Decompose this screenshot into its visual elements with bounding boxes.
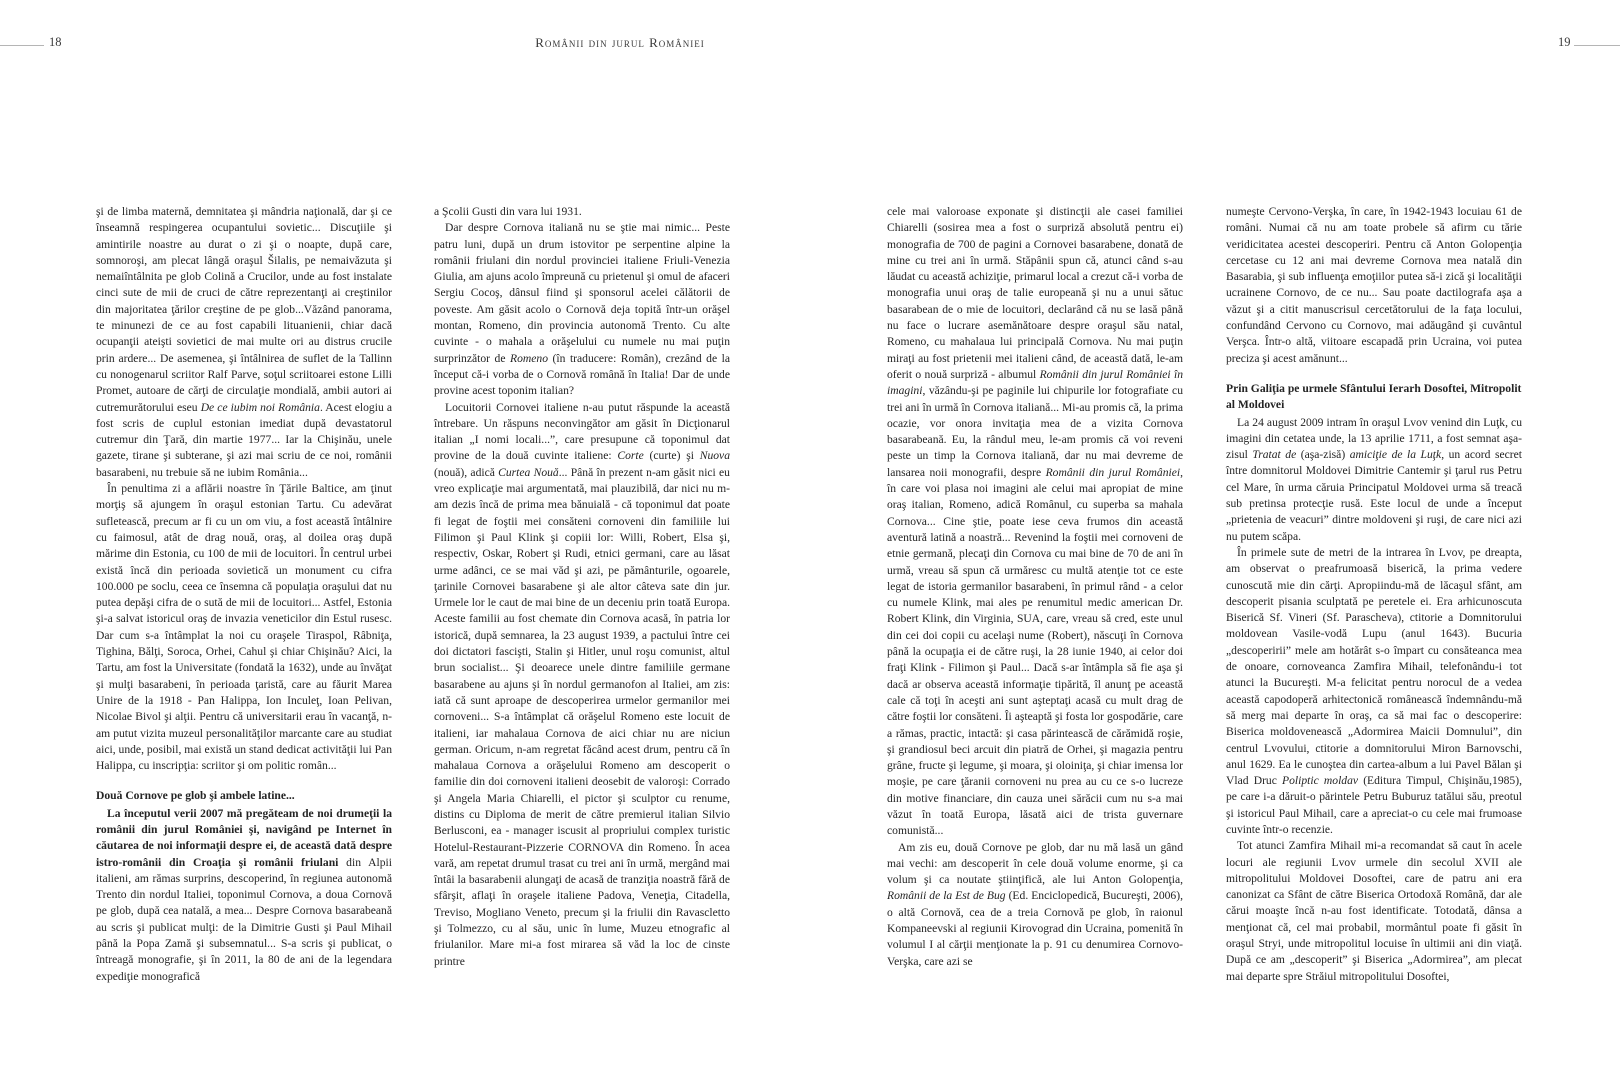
running-title: Românii din jurul României — [535, 35, 705, 50]
header-rule-right — [1574, 45, 1620, 46]
text-column-2 — [434, 204, 730, 970]
paragraph: a Şcolii Gusti din vara lui 1931. — [434, 205, 582, 218]
paragraph: Locuitorii Cornovei italiene n-au putut răspunde la această întrebare. Un răspuns neconvingător am găsit în Dicţionarul italian „I nomi locali...”, care presupune că toponimul dat provine de la două cuvinte italiene: Corte (curte) şi Nuova (nouă), adică Curtea Nouă... Până în prezent n-am găsit nici eu vreo explicaţie mai argumentată, mai plauzibilă, dar nici nu m-am dezis încă de prima mea bănuială - că toponimul dat poate fi legat de foştii mei consăteni cornoveni din familiile lui Filimon şi Paul Klink şi copiii lor: Willi, Robert, Elsa şi, respectiv, Oskar, Robert şi Rudi, etnici germani, care au lăsat urme adânci, ce se mai văd şi azi, pe pământurile, ogoarele, ţarinile Cornovei basarabene şi ale altor câteva sate din jur. Urmele lor le caut de mai bine de un deceniu prin toată Europa. Aceste familii au fost chemate din Cornova acasă, în patria lor istorică, după semnarea, la 23 august 1939, a pactului între cei doi dictatori fascişti, Stalin şi Hitler, unul roşu comunist, altul brun socialist... Şi deoarece unele dintre familiile germane basarabene au ajuns şi în nordul germanofon al Italiei, am zis: iată că sunt aproape de descoperirea urmelor germanilor mei cornoveni... S-a întâmplat că orăşelul Romeno este locuit de italieni, iar mahalaua Cornova de aici chiar nu are niciun german. Oricum, n-am regretat făcând acest drum, pentru că în mahalaua Cornova a orăşelului Romeno am descoperit o familie din doi cornoveni italieni deosebit de valoroşi: Corrado şi Angela Maria Chiarelli, el pictor şi sculptor cu renume, distins cu Diploma de merit de către premierul italian Silvio Berlusconi, ea - manager iscusit al propriului complex turistic Hotelul-Restaurant-Pizzerie CORNOVA din Romeno. În acea vară, am repetat drumul trasat cu trei ani în urmă, mergând mai întâi la basarabenii alungaţi de acasă de tranziţia noastră fără de sfârşit, aflaţi în oraşele italiene Padova, Veneţia, Citadella, Treviso, Mogliano Veneto, precum şi la friulii din Ravascletto şi Tolmezzo, cu al său, unic în lume, Muzeu etnografic al friulanilor. Mare mi-a fost mirarea să văd la loc de cinste printre — [434, 400, 730, 968]
paragraph: Tot atunci Zamfira Mihail mi-a recomandat să caut în acele locuri ale regiunii Lvov urmele din secolul XVII ale mitropolitului Moldovei Dosoftei, care de patru ani era canonizat ca Sfânt de către Biserica Ortodoxă Română, dar ale cărui moaşte încă n-au fost identificate. Totodată, dânsa a menţionat că, cel mai probabil, mormântul poate fi găsit în oraşul Stryi, unde mitropolitul locuise în ultimii ani din viaţă. După ce am „descoperit” şi Biserica „Adormirea”, am plecat mai departe spre Străiul mitropolitului Dosoftei, — [1226, 839, 1522, 983]
header-rule-left — [0, 45, 44, 46]
paragraph: La 24 august 2009 intram în oraşul Lvov venind din Luţk, cu imagini din cetatea unde, la 13 aprilie 1711, a fost semnat aşa-zisul Tratat de (aşa-zisă) amiciţie de la Luţk, un acord secret între domnitorul Moldovei Dimitrie Cantemir şi ţarul rus Petru cel Mare, în urma căruia Principatul Moldovei urma să treacă sub pretinsa protecţie rusă. Este locul de unde a început „prietenia de veacuri” dintre moldoveni şi ruşi, de care nici azi nu putem scăpa. — [1226, 415, 1523, 543]
paragraph: În primele sute de metri de la intrarea în Lvov, pe dreapta, am observat o preafrumoasă biserică, la prima vedere cunoscută mie din cărţi. Apropiindu-mă de lăcaşul sfânt, am descoperit pisania sculptată pe peretele ei. Era arhicunoscuta Biserică Sf. Vineri (Sf. Parascheva), ctitorie a Domnitorului moldovean Vasile-vodă Lupu (anul 1643). Bucuria „descoperirii” mele am hotărât s-o împart cu consăteanca mea de onoare, cornoveanca Zamfira Mihail, telefonându-i tot atunci la Bucureşti. M-a felicitat pentru norocul de a vedea această capodoperă arhitectonică românească îndemnându-mă să merg mai departe în oraş, ca să mai fac o descoperire: Biserica moldovenească „Adormirea Maicii Domnului”, din centrul Lvovului, ctitorie a domnitorului Miron Barnovschi, anul 1629. Ea le cunoştea din cartea-album a lui Pavel Bălan şi Vlad Druc Poliptic moldav (Editura Timpul, Chişinău,1985), pe care i-a dăruit-o părintele Petru Buburuz tatălui său, preotul şi istoricul Paul Mihail, care a apreciat-o cu cele mai frumoase cuvinte într-o recenzie. — [1226, 545, 1522, 836]
right-page-number: 19 — [1558, 35, 1571, 49]
section-heading: Două Cornove pe glob şi ambele latine... — [96, 789, 295, 803]
text-column-4 — [1226, 204, 1522, 985]
paragraph: Am zis eu, două Cornove pe glob, dar nu mă lasă un gând mai vechi: am descoperit în cele două volume enorme, şi ca volum şi ca noutate ştiinţifică, ale lui Anton Golopenţia, Românii de la Est de Bug (Ed. Enciclopedică, Bucureşti, 2006), o altă Cornovă, cea de a treia Cornovă pe glob, în raionul Kompaneevski al regiunii Kirovograd din Ucraina, pomenită în volumul I al cărţii menţionate la p. 91 cu denumirea Cornovo-Verşka, care azi se — [887, 840, 1183, 968]
left-page-number: 18 — [49, 35, 62, 49]
text-column-3 — [887, 204, 1183, 970]
paragraph: şi de limba maternă, demnitatea şi mândria naţională, dar şi ce înseamnă respingerea ocupantului sovietic... Discuţiile şi amintirile noastre au durat o zi şi o noapte, după care, somnoroşi, am plecat lângă oraşul Šilalis, pe nemaivăzuta şi nemaiîntâlnita pe glob Colină a Crucilor, unde au fost instalate cinci sute de mii de cruci de către reprezentanţi ai creştinilor din majoritatea ţărilor creştine de pe glob...Văzând panorama, te minunezi de ce au fost capabili lituanienii, chiar dacă ocupanţii ateişti sovietici de mai multe ori au distrus crucile prin ardere... De asemenea, şi întâlnirea de suflet de la Tallinn cu nonogenarul scriitor Ralf Parve, soţul scriitoarei estone Lilli Promet, autoare de cărţi de circulaţie mondială, ambii autori ai cutremurătorului eseu De ce iubim noi România. Acest elogiu a fost scris de cuplul estonian imediat după devastatorul cutremur din Ţară, din martie 1977... Iar la Chişinău, unele gazete, tirane şi subterane, şi azi mai scriu de ce noi, românii basarabeni, nu trebuie să ne iubim România... — [96, 205, 392, 479]
paragraph: Dar despre Cornova italiană nu se ştie mai nimic... Peste patru luni, după un drum istovitor pe serpentine alpine la românii friulani din nordul provinciei italiene Friuli-Venezia Giulia, am ajuns acolo împreună cu prietenul şi omul de afaceri Sergiu Cocoş, dânsul fiind şi sponsorul acelei călătorii de poveste. Am găsit acolo o Cornovă deja topită într-un orăşel montan, Romeno, din provincia autonomă Trento. Cu alte cuvinte - o mahala a orăşelului cu numele nu mai puţin surprinzător de Romeno (în traducere: Român), crezând de la început că-i vorba de o Cornovă română în Italia! Dar de unde provine acest toponim italian? — [434, 221, 730, 398]
section-heading: Prin Galiţia pe urmele Sfântului Ierarh Dosoftei, Mitropolit al Moldovei — [1226, 381, 1522, 412]
paragraph: numeşte Cervono-Verşka, în care, în 1942-1943 locuiau 61 de români. Numai că nu am toate probele să afirm cu tărie veridicitatea acestei descoperiri. Pentru că Anton Golopenţia cercetase cu 12 ani mai devreme Cornova mea natală din Basarabia, şi sub influenţa emoţiilor putea să-i zică şi localităţii ucrainene Cornovo, de ce nu... Sau poate dactilografa aşa a văzut şi a citit manuscrisul cercetătorului de la faţa locului, confundând Cervono cu Cornovo, mai adăugând şi cuvântul Verşca. Într-o altă, viitoare escapadă prin Ucraina, voi putea preciza şi acest amănunt... — [1226, 205, 1522, 365]
paragraph: cele mai valoroase exponate şi distincţii ale casei familiei Chiarelli (sosirea mea a fost o surpriză absolută pentru ei) monografia de 700 de pagini a Cornovei basarabene, donată de mine cu trei ani în urmă. Stăpânii spun că, atunci când s-au lăudat cu această achiziţie, primarul local a crezut că-i vorba de monografia unui oraş de talie europeană şi nu a unui sătuc basarabean de o mie de locuitori, declarând că nu se lasă până nu face o lucrare asemănătoare despre oraşul său natal, Romeno, cu mahalaua lui principală Cornova. Nu mai puţin miraţi au fost prietenii mei italieni când, de această dată, le-am oferit o nouă surpriză - albumul Românii din jurul României în imagini, văzându-şi pe paginile lui chipurile lor fotografiate cu trei ani în urmă în Cornova italiană... Mi-au promis că, la prima ocazie, vor onora invitaţia mea de a vizita Cornova basarabeană. Eu, la rândul meu, le-am promis că voi reveni peste un timp la Cornova italiană, dar nu mai devreme de lansarea noii monografii, despre Românii din jurul României, în care voi plasa noi imagini ale celui mai apropiat de mine oraş italian, Romeno, adică Românul, cu superba sa mahala Cornova... Cine ştie, poate iese ceva frumos din această aventură latină a noastră... Revenind la foştii mei cornoveni de etnie germană, plecaţi din Cornova cu mai bine de 70 de ani în urmă, vreau să spun că urmăresc cu multă atenţie tot ce este legat de istoria germanilor basarabeni, în primul rând - a celor cu numele Klink, mai ales pe renumitul medic american Dr. Robert Klink, din Virginia, SUA, care, vreau să cred, este unul din cei doi copii cu acelaşi nume (Robert), născuţi în Cornova până la ocupaţia ei de către ruşi, la 28 iunie 1940, ai celor doi fraţi Klink - Filimon şi Paul... Dacă s-ar întâmpla să fie aşa şi dacă ar observa această informaţie tipărită, îl anunţ pe această cale că toţi în aceşti ani sunt aşteptaţi acasă cu mult drag de către foştii lor consăteni. Îi aşteaptă şi fosta lor gospodărie, care a rămas, practic, intactă: şi casa părintească de cărămidă roşie, şi grandiosul beci arcuit din piatră de Orhei, şi magazia pentru grâne, fructe şi legume, şi moara, şi oloiniţa, şi chiar imensa lor moşie, pe care ţăranii cornoveni nu prea au cu ce s-o lucreze din motive financiare, din cauza unei sărăcii cum nu s-a mai văzut în toată Europa, lăsată aici de trista guvernare comunistă... — [887, 205, 1184, 838]
paragraph: În penultima zi a aflării noastre în Ţările Baltice, am ţinut morţiş să ajungem în oraşul estonian Tartu. Cu adevărat sufletească, precum ar fi cu un om viu, a fost această întâlnire cu faimosul, atât de drag nouă, oraş, al doilea oraş după mărime din Estonia, cu 100 de mii de locuitori. În centrul urbei există încă din perioada sovietică un monument cu cifra 100.000 pe soclu, ceea ce însemna că populaţia oraşului dat nu putea depăşi cifra de o sută de mii de locuitori... Astfel, Estonia şi-a salvat istoricul oraş de invazia veneticilor din Estul rusesc. Dar cum s-a întâmplat la noi cu oraşele Tiraspol, Râbniţa, Tighina, Bălţi, Soroca, Orhei, Cahul şi chiar Chişinău? Aici, la Tartu, am fost la Universitate (fondată la 1632), unde au învăţat şi mulţi basarabeni, în perioada ţaristă, care au făurit Marea Unire de la 1918 - Pan Halippa, Ion Inculeţ, Ioan Pelivan, Nicolae Bivol şi alţii. Pentru că universitarii erau în vacanţă, n-am putut vizita muzeul personalităţilor marcante care au studiat aici, unde, posibil, mai există un stand dedicat activităţii lui Pan Halippa, cu inscripţia: scriitor şi om politic român... — [96, 482, 392, 773]
paragraph: La începutul verii 2007 mă pregăteam de noi drumeţii la românii din jurul României şi, navigând pe Internet în căutarea de noi informaţii despre ei, de această dată despre istro-românii din Croaţia şi românii friulani din Alpii italieni, am rămas surprins, descoperind, în regiunea autonomă Trento din nordul Italiei, toponimul Cornova, a doua Cornovă pe glob, după cea natală, a mea... Despre Cornova basarabeană au scris şi publicat mulţi: de la Dimitrie Gusti şi Paul Mihail până la Popa Zamă şi subsemnatul... S-a scris şi publicat, o întreagă monografie, şi în 2011, la 80 de ani de la legendara expediţie monografică — [96, 806, 392, 983]
text-column-1 — [96, 204, 392, 985]
